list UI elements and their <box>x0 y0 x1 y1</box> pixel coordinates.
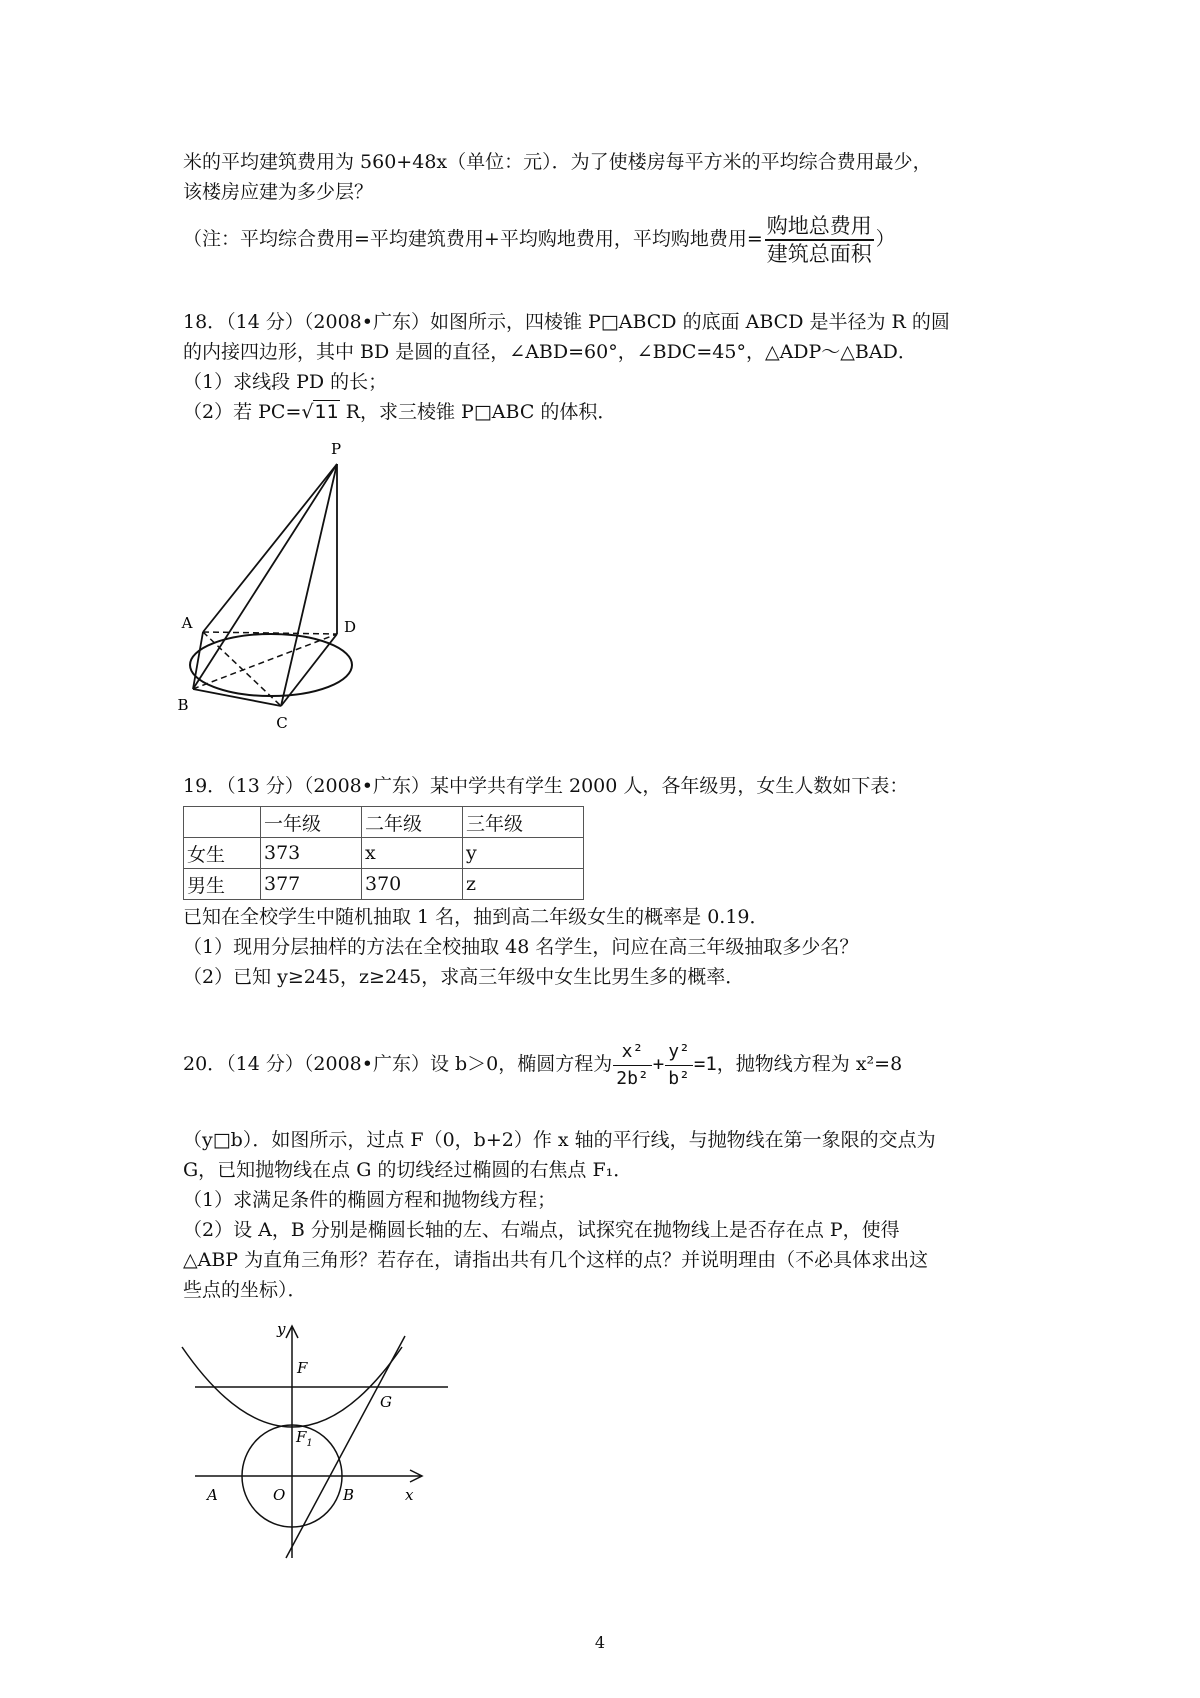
p17-line1: 米的平均建筑费用为 560+48x（单位：元）．为了使楼房每平方米的平均综合费用最少， <box>183 151 932 173</box>
p20-q2c: 些点的坐标）． <box>183 1279 307 1301</box>
label-F: F <box>297 1359 308 1377</box>
label-B: B <box>177 696 189 714</box>
p20-line1-prefix: 20．（14 分）（2008•广东）设 b＞0，椭圆方程为 <box>183 1053 613 1075</box>
table-cell: 370 <box>362 869 463 900</box>
p18-line1: 18．（14 分）（2008•广东）如图所示，四棱锥 P□ABCD 的底面 ABCD 是半径为 R 的圆 <box>183 311 950 333</box>
sqrt-expression: √11 <box>301 401 339 423</box>
p19-q2: （2）已知 y≥245，z≥245，求高三年级中女生比男生多的概率． <box>183 966 745 988</box>
label-y: y <box>277 1320 286 1338</box>
label-F1-main: F <box>296 1428 307 1446</box>
edge-BC <box>193 689 281 706</box>
p20-line3: G，已知抛物线在点 G 的切线经过椭圆的右焦点 F₁． <box>183 1159 633 1181</box>
table-cell: 二年级 <box>362 807 463 838</box>
label-P: P <box>330 440 342 458</box>
sqrt-radicand: 11 <box>314 401 339 423</box>
table-cell: 三年级 <box>463 807 584 838</box>
label-A: A <box>181 614 193 632</box>
label-D: D <box>343 618 357 636</box>
table-cell: x <box>362 838 463 869</box>
table-cell: 一年级 <box>261 807 362 838</box>
p20-q2b: △ABP 为直角三角形？若存在，请指出共有几个这样的点？并说明理由（不必具体求出这 <box>183 1249 929 1271</box>
p17-note-suffix: ） <box>875 228 895 250</box>
table-row <box>184 838 584 869</box>
equals-one: =1 <box>693 1053 717 1075</box>
plus-sign: + <box>652 1053 665 1075</box>
label-x: x <box>405 1486 414 1504</box>
label-G: G <box>380 1393 392 1411</box>
p20-line1 <box>183 1034 902 1094</box>
label-A: A <box>207 1486 218 1504</box>
p17-line2: 该楼房应建为多少层？ <box>183 181 374 203</box>
fraction-denominator: 2b² <box>616 1067 649 1089</box>
table-cell <box>184 807 261 838</box>
table-row <box>184 869 584 900</box>
ellipse-fraction-y <box>665 1039 693 1092</box>
p17-note <box>183 212 895 267</box>
conic-figure <box>180 1318 450 1568</box>
p17-note-prefix: （注：平均综合费用=平均建筑费用+平均购地费用，平均购地费用= <box>183 228 763 250</box>
p17-note-denominator: 建筑总面积 <box>766 242 872 266</box>
edge-PB <box>193 464 337 689</box>
student-table <box>183 806 584 900</box>
fraction-numerator: x² <box>613 1039 652 1066</box>
p20-line1-suffix: ，抛物线方程为 x²=8 <box>716 1053 903 1075</box>
p18-line2: 的内接四边形，其中 BD 是圆的直径，∠ABD=60°，∠BDC=45°，△ADP～△BAD． <box>183 341 917 363</box>
fraction-denominator: b² <box>668 1067 690 1089</box>
p20-q2a: （2）设 A，B 分别是椭圆长轴的左、右端点，试探究在抛物线上是否存在点 P，使得 <box>183 1219 900 1241</box>
table-header-row <box>184 807 584 838</box>
p19-after: 已知在全校学生中随机抽取 1 名，抽到高二年级女生的概率是 0.19． <box>183 906 769 928</box>
page-number: 4 <box>594 1633 606 1652</box>
p18-q2 <box>183 400 616 424</box>
p18-q2-prefix: （2）若 PC= <box>183 401 302 423</box>
fraction-numerator: y² <box>665 1039 693 1066</box>
p17-note-fraction <box>765 213 874 267</box>
p19-line1: 19．（13 分）（2008•广东）某中学共有学生 2000 人，各年级男，女生人数如下表： <box>183 775 909 797</box>
p18-q2-suffix: R，求三棱锥 P□ABC 的体积． <box>339 401 617 423</box>
table-cell: 377 <box>261 869 362 900</box>
p17-note-numerator: 购地总费用 <box>765 213 874 241</box>
table-cell: 373 <box>261 838 362 869</box>
label-C: C <box>276 714 288 732</box>
ellipse-fraction-x <box>613 1039 652 1092</box>
table-cell: y <box>463 838 584 869</box>
p18-q1: （1）求线段 PD 的长； <box>183 371 388 393</box>
p20-line2: （y□b）．如图所示，过点 F（0，b+2）作 x 轴的平行线，与抛物线在第一象限的交点为 <box>183 1129 936 1151</box>
p19-q1: （1）现用分层抽样的方法在全校抽取 48 名学生，问应在高三年级抽取多少名？ <box>183 936 859 958</box>
table-cell: z <box>463 869 584 900</box>
pyramid-figure <box>177 436 380 736</box>
label-B: B <box>343 1486 355 1504</box>
label-F1-subscript: 1 <box>306 1438 313 1449</box>
label-O: O <box>273 1486 286 1504</box>
label-F1 <box>295 1428 313 1449</box>
table-cell: 男生 <box>184 869 261 900</box>
table-cell: 女生 <box>184 838 261 869</box>
p20-q1: （1）求满足条件的椭圆方程和抛物线方程； <box>183 1189 557 1211</box>
